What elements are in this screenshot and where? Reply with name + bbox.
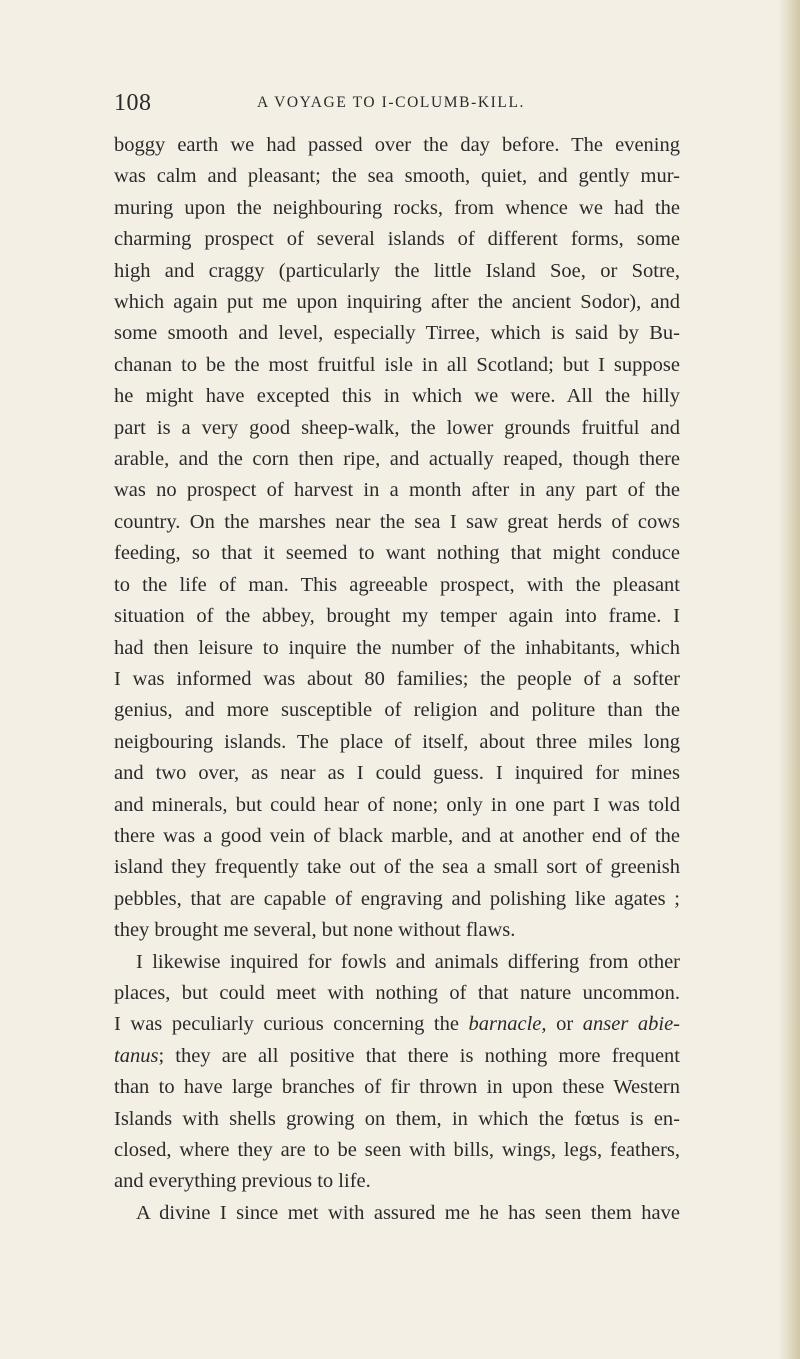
text-line: was no prospect of harvest in a month after in any part of the [114,479,680,502]
italic-term-anser: anser abie- [582,1013,680,1036]
text-line: places, but could meet with nothing of that nature uncommon. [114,981,680,1004]
text-segment: ; they are all positive that there is nothing more frequent [158,1044,680,1067]
text-line: Islands with shells growing on them, in which the fœtus is en- [114,1107,680,1130]
text-line: had then leisure to inquire the number of the inhabitants, which [114,636,680,659]
italic-term-barnacle: barnacle, [468,1013,547,1036]
page-header [114,90,674,120]
text-line: part is a very good sheep-walk, the lower grounds fruitful and [114,416,680,439]
text-line: high and craggy (particularly the little Island Soe, or Sotre, [114,259,680,282]
text-line: he might have excepted this in which we were. All the hilly [114,385,680,408]
text-line: and everything previous to life. [114,1170,371,1193]
text-line: and two over, as near as I could guess. I inquired for mines [114,762,680,785]
text-line: pebbles, that are capable of engraving and polishing like agates ; [114,887,680,910]
text-segment: or [546,1013,583,1036]
text-line: some smooth and level, especially Tirree, which is said by Bu- [114,322,680,345]
text-line: island they frequently take out of the sea a small sort of greenish [114,856,680,879]
page-edge-shading [778,0,800,1359]
page-number: 108 [114,90,152,116]
text-line: than to have large branches of fir thrown in upon these Western [114,1076,680,1099]
text-line-with-italics [114,1009,680,1040]
text-line: and minerals, but could hear of none; only in one part I was told [114,793,680,816]
text-line: boggy earth we had passed over the day before. The evening [114,134,680,156]
italic-term-anser-cont: tanus [114,1044,159,1067]
text-line: was calm and pleasant; the sea smooth, quiet, and gently mur- [114,165,680,188]
text-line: genius, and more susceptible of religion and politure than the [114,699,680,722]
text-line: I likewise inquired for fowls and animals differing from other [136,950,680,973]
text-line: charming prospect of several islands of different forms, some [114,228,680,251]
text-line: they brought me several, but none without flaws. [114,919,516,942]
text-line: which again put me upon inquiring after the ancient Sodor), and [114,291,680,314]
text-segment: I was peculiarly curious concerning the [114,1013,469,1036]
body-text [114,130,680,1229]
text-line: arable, and the corn then ripe, and actually reaped, though there [114,448,680,471]
running-title: A VOYAGE TO I-COLUMB-KILL. [256,94,526,111]
text-line: chanan to be the most fruitful isle in all Scotland; but I suppose [114,353,680,376]
text-line: closed, where they are to be seen with bills, wings, legs, feathers, [114,1139,680,1161]
text-line: feeding, so that it seemed to want nothing that might conduce [114,542,680,565]
text-line: situation of the abbey, brought my temper again into frame. I [114,605,680,628]
text-line: muring upon the neighbouring rocks, from whence we had the [114,196,680,219]
text-line: I was informed was about 80 families; the people of a softer [114,667,680,690]
paragraph-3 [114,1198,680,1229]
paragraph-1 [114,130,680,947]
text-line-with-italics [114,1041,680,1072]
text-line: to the life of man. This agreeable prospect, with the pleasant [114,573,680,596]
text-line: there was a good vein of black marble, and at another end of the [114,824,680,847]
paragraph-2 [114,947,680,1198]
text-line: A divine I since met with assured me he has seen them have [136,1201,680,1224]
text-line: country. On the marshes near the sea I saw great herds of cows [114,510,680,533]
text-line: neigbouring islands. The place of itself, about three miles long [114,730,680,753]
